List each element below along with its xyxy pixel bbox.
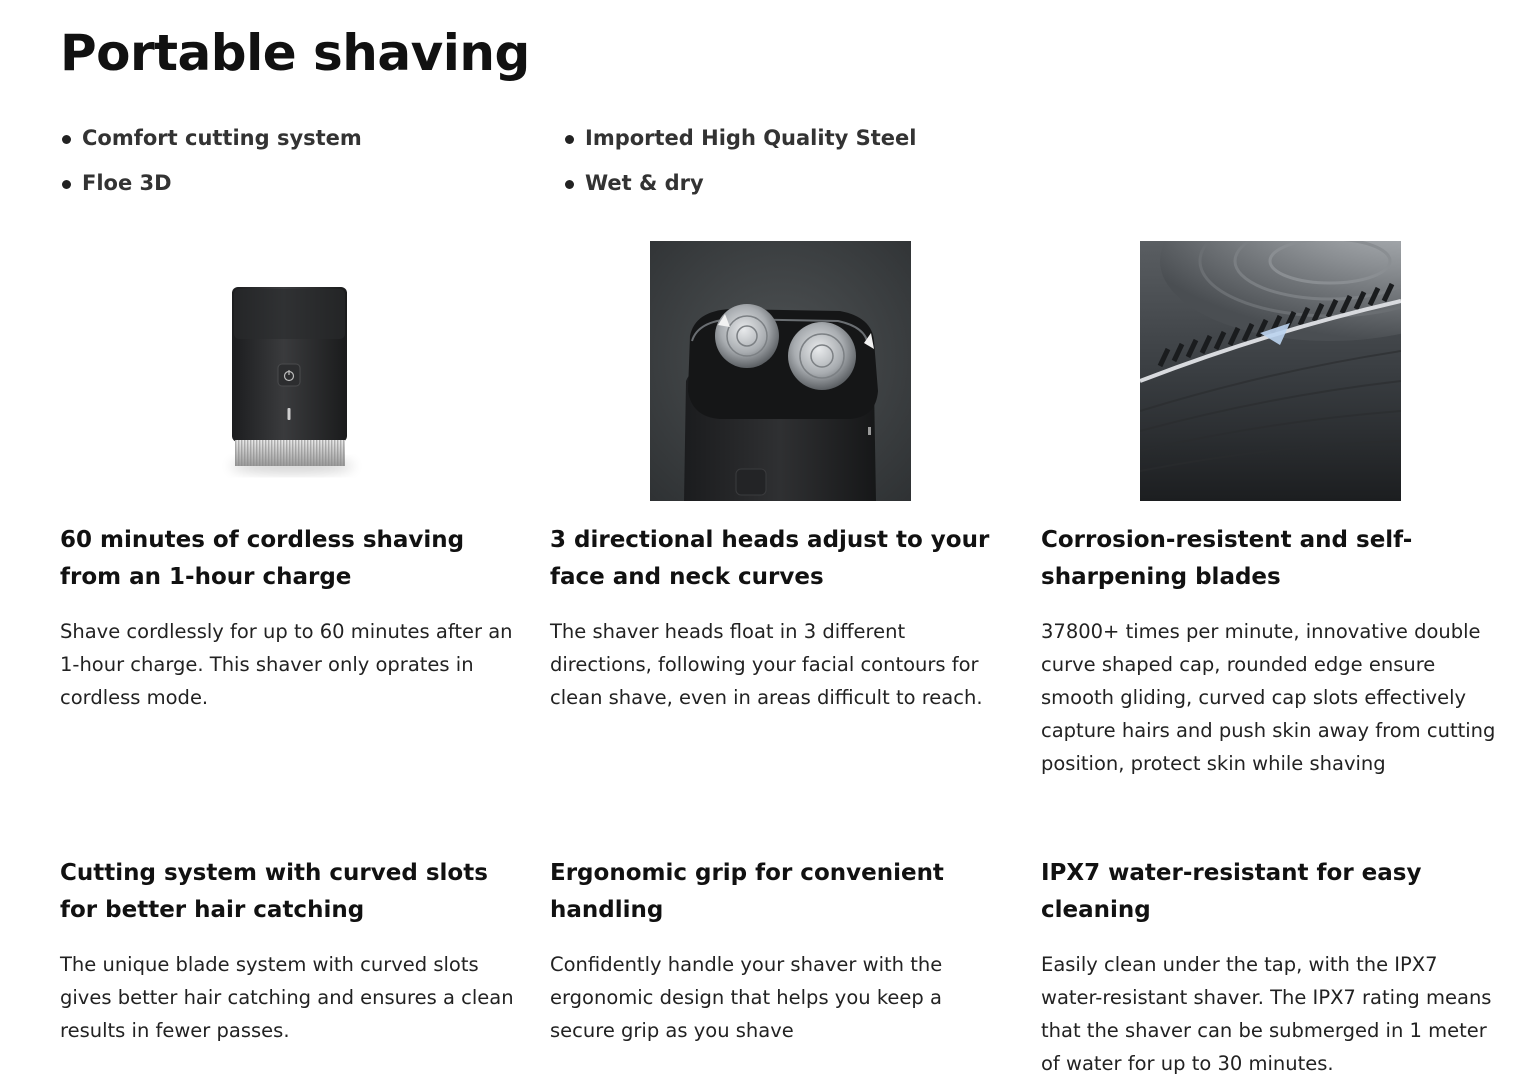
bullet-item: Wet & dry xyxy=(563,167,916,212)
feature-heading: 3 directional heads adjust to your face and neck curves xyxy=(550,527,990,590)
feature-heading: IPX7 water-resistant for easy cleaning xyxy=(1041,860,1422,923)
feature-body: The shaver heads float in 3 different directions, following your facial contours for clean shave, even in areas difficult to reach. xyxy=(550,620,983,709)
feature-ergonomic-grip xyxy=(550,855,1010,1047)
feature-blades xyxy=(1041,522,1501,780)
feature-body: Easily clean under the tap, with the IPX7 water-resistant shaver. The IPX7 rating means that the shaver can be submerged in 1 meter of water for up to 30 minutes. xyxy=(1041,953,1492,1075)
page-title: Portable shaving xyxy=(60,24,530,82)
feature-heading: Corrosion-resistent and self-sharpening blades xyxy=(1041,527,1413,590)
shaver-heads-image xyxy=(650,241,911,501)
feature-body: Confidently handle your shaver with the ergonomic design that helps you keep a secure grip as you shave xyxy=(550,953,943,1042)
feature-heading: Cutting system with curved slots for better hair catching xyxy=(60,860,488,923)
feature-body: Shave cordlessly for up to 60 minutes after an 1-hour charge. This shaver only oprates in cordless mode. xyxy=(60,620,513,709)
bullet-item: Comfort cutting system xyxy=(60,122,362,167)
feature-body: 37800+ times per minute, innovative double curve shaped cap, rounded edge ensure smooth gliding, curved cap slots effectively capture hairs and push skin away from cutting position, protect skin while shaving xyxy=(1041,620,1496,775)
blade-closeup-image xyxy=(1140,241,1401,501)
blade-closeup-icon xyxy=(1140,241,1401,501)
bullet-item: Floe 3D xyxy=(60,167,362,212)
feature-cordless xyxy=(60,522,520,714)
feature-bullets-right xyxy=(563,122,916,212)
feature-cutting-system xyxy=(60,855,520,1047)
feature-heading: 60 minutes of cordless shaving from an 1-hour charge xyxy=(60,527,465,590)
shaver-heads-icon xyxy=(650,241,911,501)
feature-directional-heads xyxy=(550,522,1010,714)
bullet-item: Imported High Quality Steel xyxy=(563,122,916,167)
shaver-closed-image xyxy=(160,241,421,501)
shaver-closed-icon xyxy=(160,241,421,501)
feature-body: The unique blade system with curved slots gives better hair catching and ensures a clean results in fewer passes. xyxy=(60,953,514,1042)
feature-bullets-left xyxy=(60,122,362,212)
feature-heading: Ergonomic grip for convenient handling xyxy=(550,860,944,923)
feature-water-resistant xyxy=(1041,855,1501,1080)
